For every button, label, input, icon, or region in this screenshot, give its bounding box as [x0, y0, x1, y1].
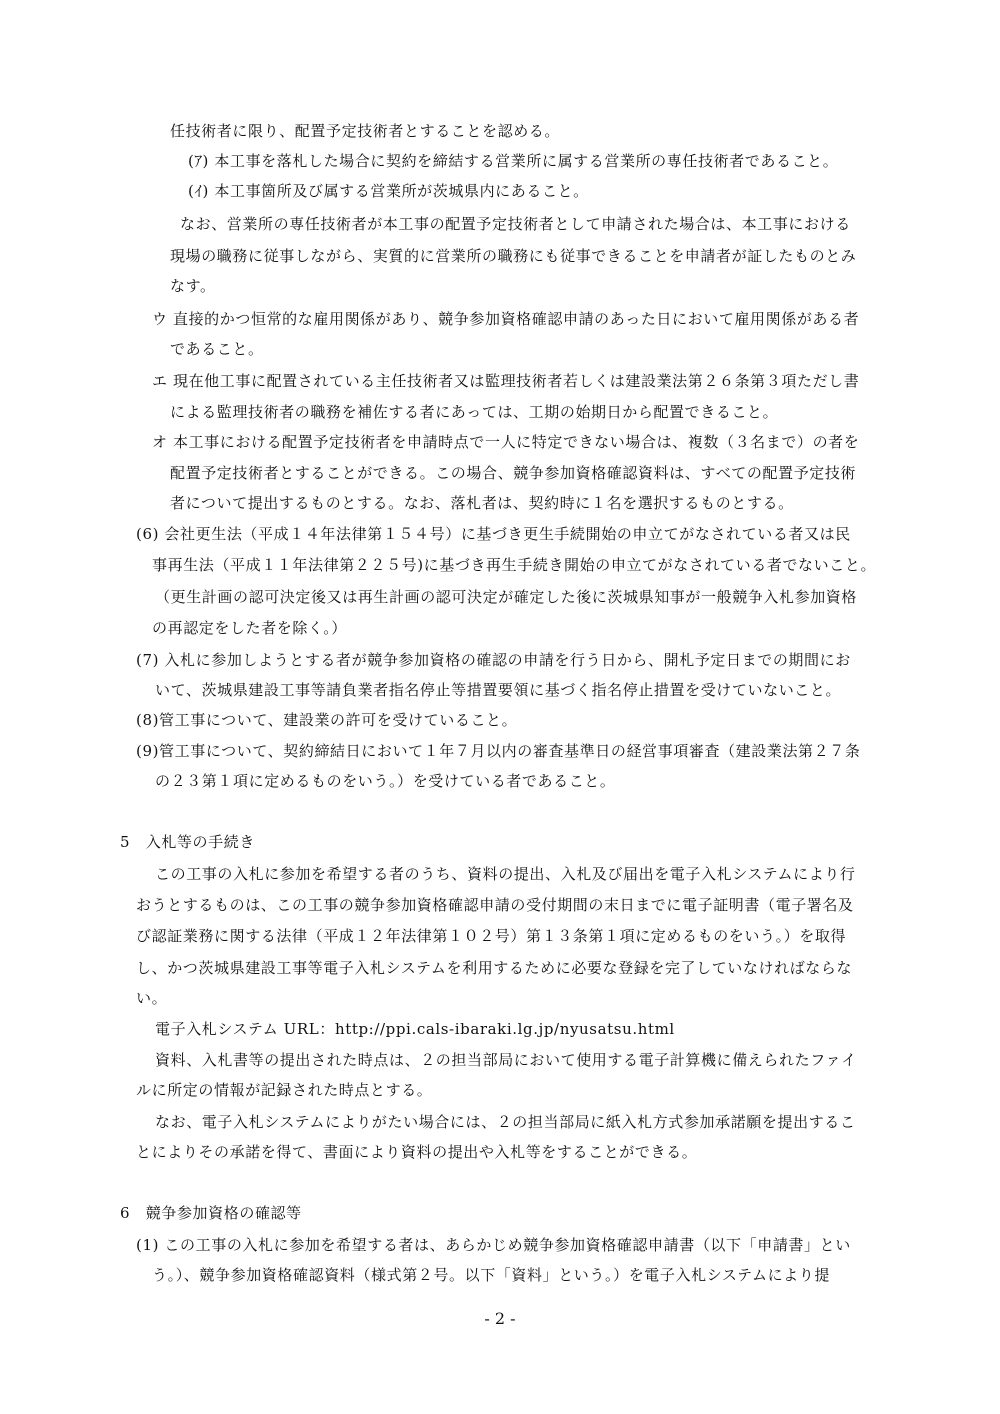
- paragraph-line: いて、茨城県建設工事等請負業者指名停止等措置要領に基づく指名停止措置を受けていないこと。: [155, 681, 842, 699]
- paragraph-line: おうとするものは、この工事の競争参加資格確認申請の受付期間の末日までに電子証明書（電子署名及: [136, 896, 854, 914]
- paragraph-line: (1) この工事の入札に参加を希望する者は、あらかじめ競争参加資格確認申請書（以下「申請書」とい: [136, 1236, 851, 1254]
- section-heading: 6 競争参加資格の確認等: [120, 1204, 302, 1222]
- paragraph-line: の２３第１項に定めるものをいう。）を受けている者であること。: [155, 772, 616, 790]
- paragraph-line: う。）、競争参加資格確認資料（様式第２号。以下「資料」という。）を電子入札システムにより提: [152, 1266, 831, 1284]
- paragraph-line: 者について提出するものとする。なお、落札者は、契約時に１名を選択するものとする。: [170, 494, 794, 512]
- paragraph-line: なお、電子入札システムによりがたい場合には、２の担当部局に紙入札方式参加承諾願を提出するこ: [155, 1113, 856, 1131]
- paragraph-line: エ 現在他工事に配置されている主任技術者又は監理技術者若しくは建設業法第２６条第３項ただし書: [152, 372, 860, 390]
- paragraph-line: この工事の入札に参加を希望する者のうち、資料の提出、入札及び届出を電子入札システムにより行: [155, 865, 856, 883]
- paragraph-line: 資料、入札書等の提出された時点は、２の担当部局において使用する電子計算機に備えられたファイ: [155, 1051, 857, 1069]
- paragraph-line: ルに所定の情報が記録された時点とする。: [136, 1081, 433, 1099]
- paragraph-line: (7) 入札に参加しようとする者が競争参加資格の確認の申請を行う日から、開札予定日までの期間にお: [136, 651, 851, 669]
- paragraph-line: (ｱ) 本工事を落札した場合に契約を締結する営業所に属する営業所の専任技術者であること。: [188, 152, 839, 170]
- paragraph-line: (6) 会社更生法（平成１４年法律第１５４号）に基づき更生手続開始の申立てがなされている者又は民: [136, 525, 851, 543]
- page-number: - 2 -: [484, 1309, 516, 1328]
- paragraph-line: であること。: [170, 340, 264, 358]
- section-heading: 5 入札等の手続き: [120, 833, 255, 851]
- paragraph-line: い。: [136, 989, 168, 1007]
- paragraph-line: （更生計画の認可決定後又は再生計画の認可決定が確定した後に茨城県知事が一般競争入札参加資格: [155, 588, 858, 606]
- paragraph-line: 配置予定技術者とすることができる。この場合、競争参加資格確認資料は、すべての配置予定技術: [170, 464, 857, 482]
- paragraph-line: ウ 直接的かつ恒常的な雇用関係があり、競争参加資格確認申請のあった日において雇用関係がある者: [152, 310, 860, 328]
- paragraph-line: なお、営業所の専任技術者が本工事の配置予定技術者として申請された場合は、本工事における: [180, 215, 851, 233]
- paragraph-line: 事再生法（平成１１年法律第２２５号)に基づき再生手続き開始の申立てがなされている者でないこと。: [152, 556, 877, 574]
- paragraph-line: び認証業務に関する法律（平成１２年法律第１０２号）第１３条第１項に定めるものをいう。）を取得: [136, 927, 847, 945]
- paragraph-line: し、かつ茨城県建設工事等電子入札システムを利用するために必要な登録を完了していなければならな: [136, 959, 853, 977]
- url-line: 電子入札システム URL：http://ppi.cals-ibaraki.lg.jp/nyusatsu.html: [155, 1020, 675, 1038]
- paragraph-line: (9)管工事について、契約締結日において１年７月以内の審査基準日の経営事項審査（建設業法第２７条: [136, 742, 861, 760]
- paragraph-line: 任技術者に限り、配置予定技術者とすることを認める。: [170, 122, 561, 140]
- paragraph-line: の再認定をした者を除く。）: [152, 619, 348, 637]
- paragraph-line: オ 本工事における配置予定技術者を申請時点で一人に特定できない場合は、複数（３名まで）の者を: [152, 433, 860, 451]
- paragraph-line: なす。: [170, 277, 216, 295]
- paragraph-line: とによりその承諾を得て、書面により資料の提出や入札等をすることができる。: [136, 1143, 698, 1161]
- paragraph-line: 現場の職務に従事しながら、実質的に営業所の職務にも従事できることを申請者が証したものとみ: [170, 247, 857, 265]
- paragraph-line: (ｲ) 本工事箇所及び属する営業所が茨城県内にあること。: [188, 182, 589, 200]
- paragraph-line: による監理技術者の職務を補佐する者にあっては、工期の始期日から配置できること。: [170, 403, 779, 421]
- paragraph-line: (8)管工事について、建設業の許可を受けていること。: [136, 711, 518, 729]
